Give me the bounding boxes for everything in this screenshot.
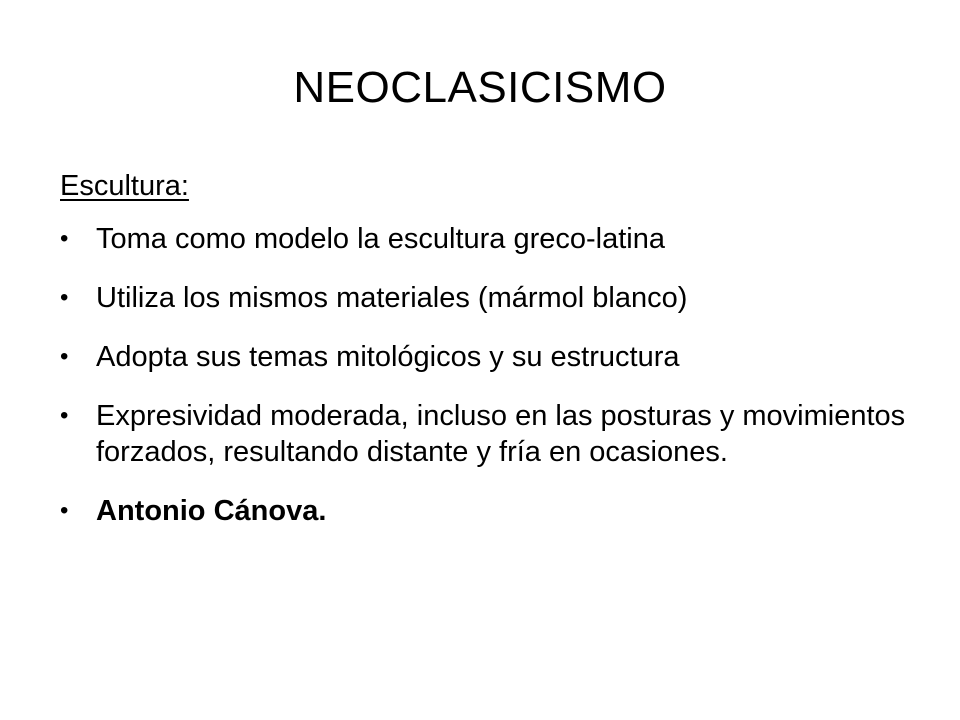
bullet-dot-icon: • [60, 402, 69, 429]
bullet-dot-icon: • [60, 225, 69, 252]
bullet-item [60, 339, 910, 375]
bullet-list [60, 221, 910, 529]
bullet-item [60, 398, 910, 470]
bullet-item [60, 280, 910, 316]
bullet-dot-icon: • [60, 497, 69, 524]
bullet-text: Expresividad moderada, incluso en las posturas y movimientos forzados, resultando distante y fría en ocasiones. [96, 400, 906, 468]
section-subheading: Escultura: [60, 170, 189, 202]
bullet-dot-icon: • [60, 343, 69, 370]
slide-title: NEOCLASICISMO [293, 63, 667, 112]
bullet-dot-icon: • [60, 284, 69, 311]
bullet-text-author: Antonio Cánova. [96, 495, 327, 527]
bullet-item [60, 493, 910, 529]
bullet-item [60, 221, 910, 257]
slide-body [60, 168, 910, 552]
bullet-text: Toma como modelo la escultura greco-latina [96, 223, 665, 255]
bullet-text: Adopta sus temas mitológicos y su estructura [96, 341, 680, 373]
bullet-text: Utiliza los mismos materiales (mármol blanco) [96, 282, 688, 314]
